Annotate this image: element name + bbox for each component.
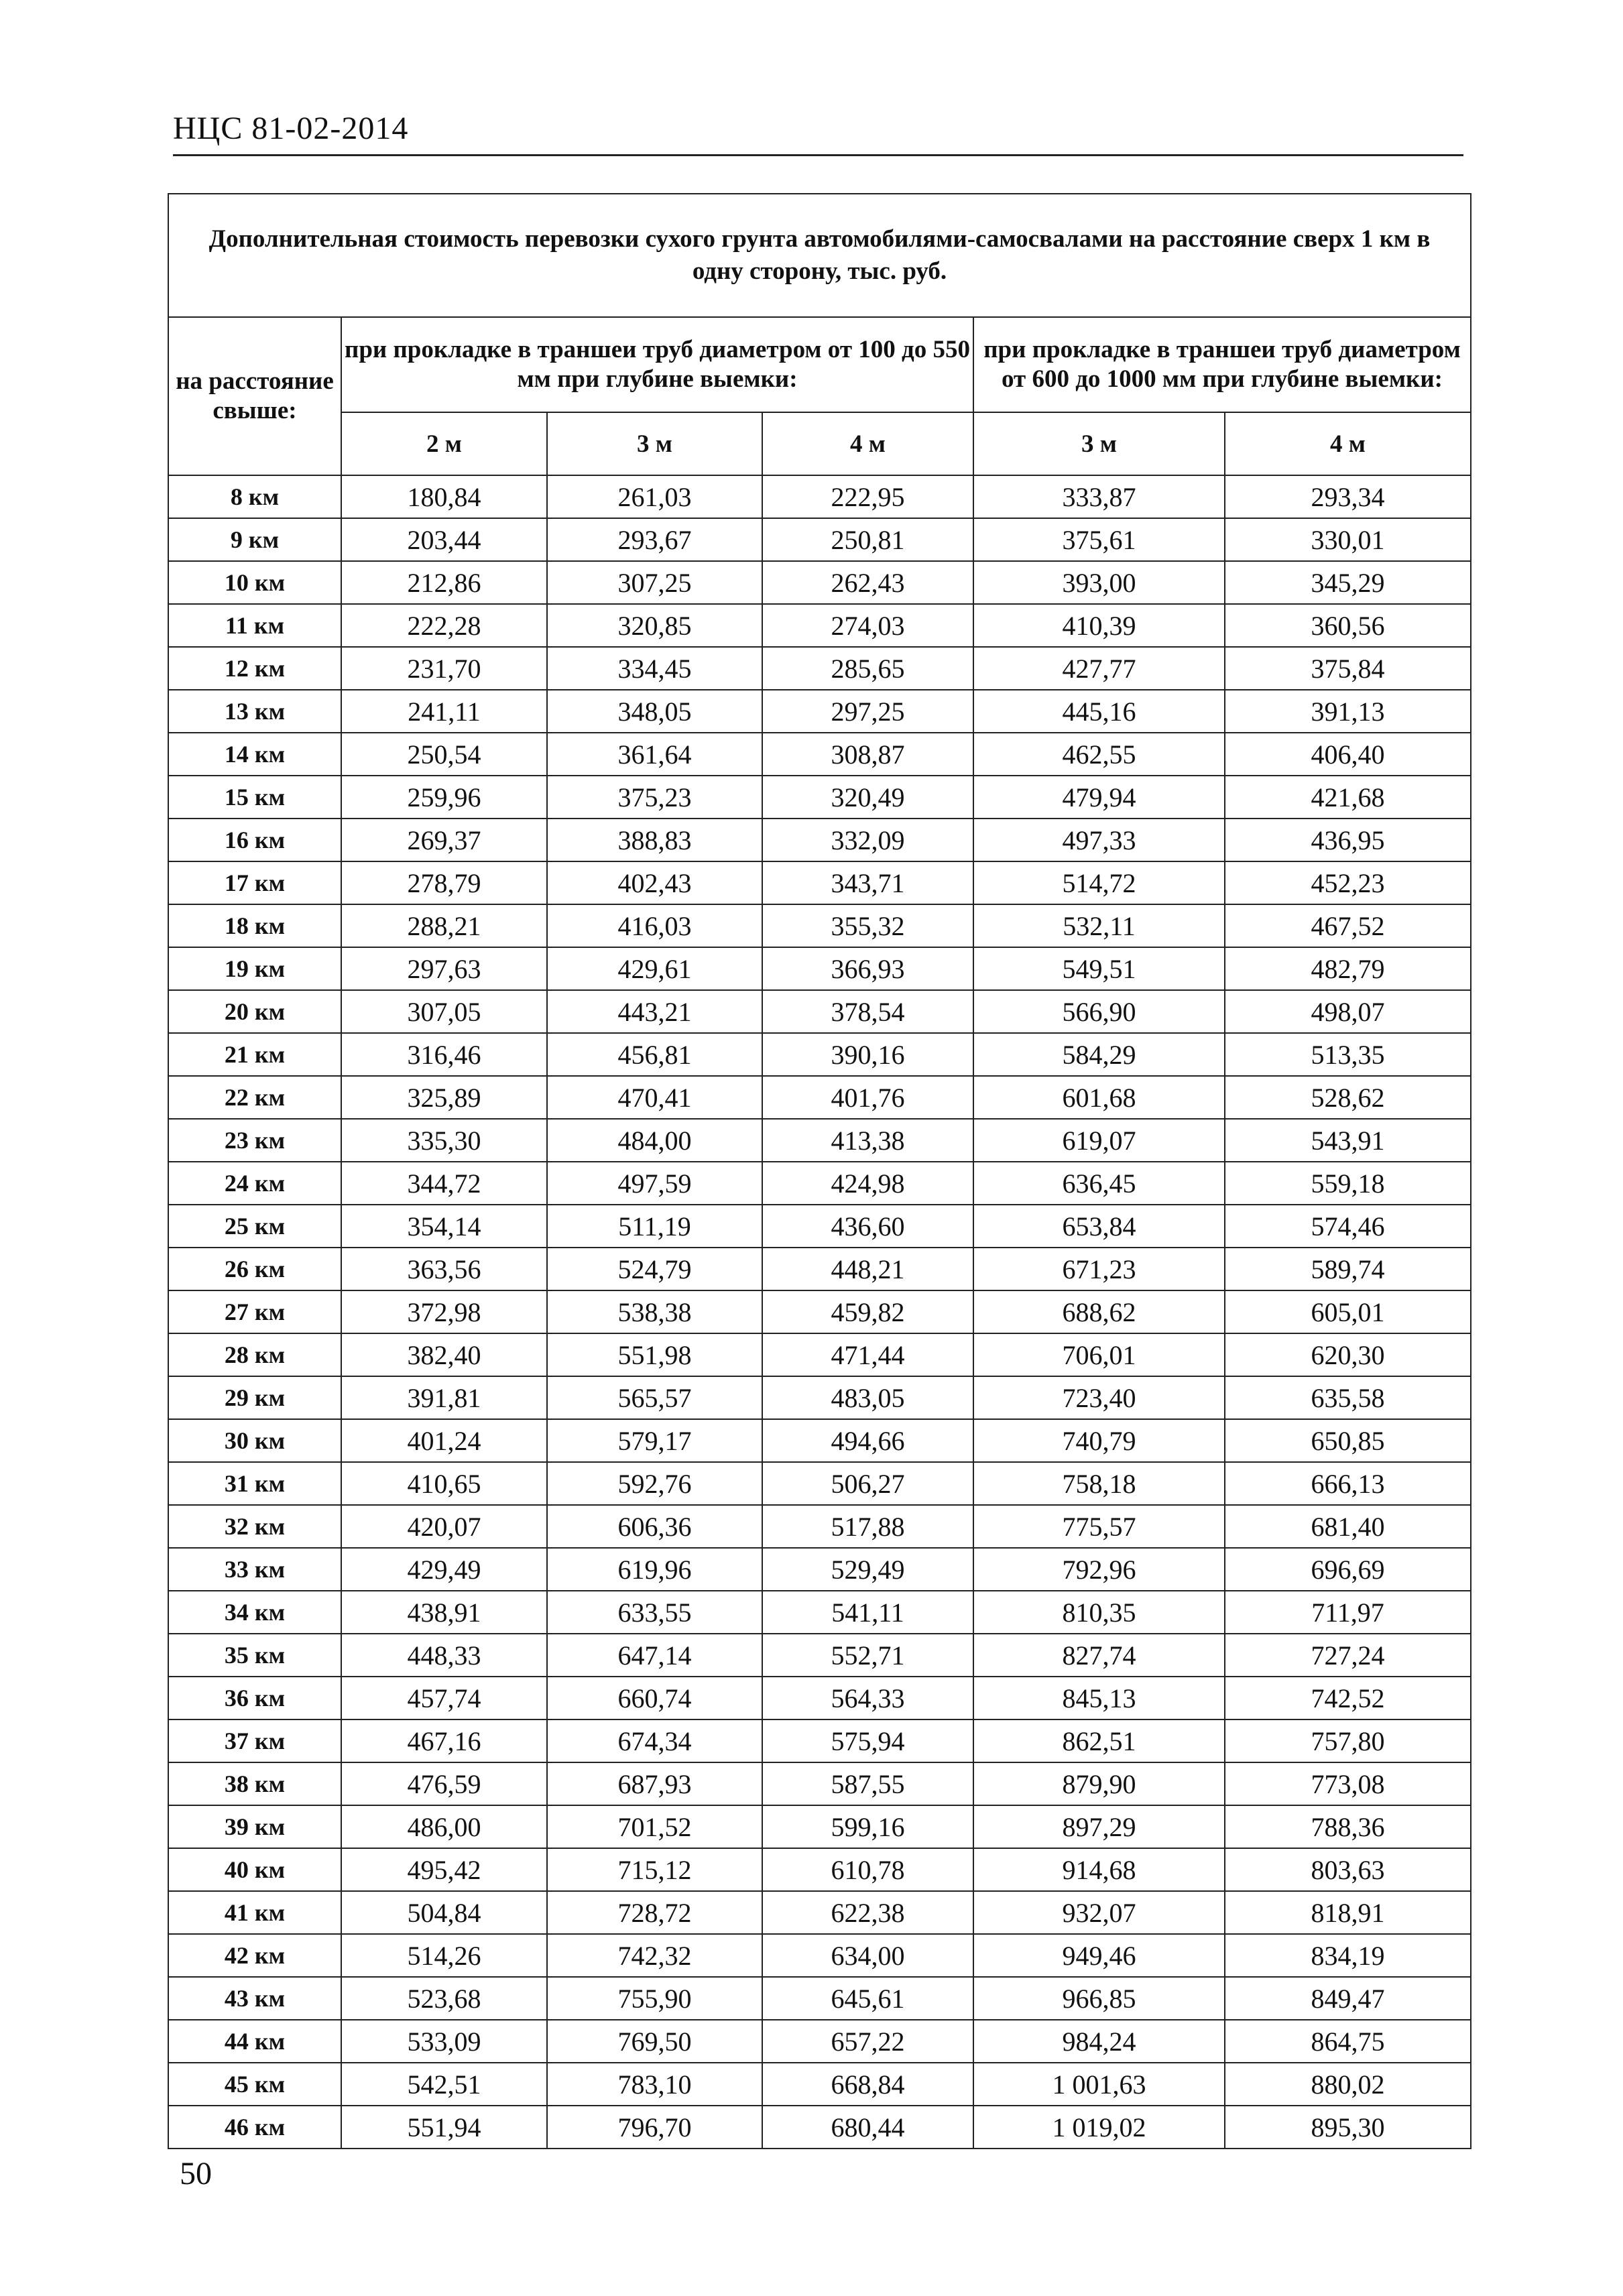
cost-cell: 541,11 <box>762 1591 973 1634</box>
cost-cell: 773,08 <box>1225 1762 1471 1805</box>
table-row <box>168 1290 1471 1333</box>
cost-cell: 769,50 <box>547 2020 762 2063</box>
cost-cell: 262,43 <box>762 561 973 604</box>
cost-cell: 416,03 <box>547 904 762 947</box>
table-row <box>168 518 1471 561</box>
table-row <box>168 1162 1471 1205</box>
cost-cell: 325,89 <box>341 1076 547 1119</box>
cost-cell: 592,76 <box>547 1462 762 1505</box>
table-row <box>168 776 1471 819</box>
table-row <box>168 604 1471 647</box>
distance-label: 17 км <box>168 861 341 904</box>
distance-label: 36 км <box>168 1677 341 1719</box>
distance-label: 33 км <box>168 1548 341 1591</box>
table-row <box>168 1677 1471 1719</box>
cost-cell: 378,54 <box>762 990 973 1033</box>
cost-cell: 452,23 <box>1225 861 1471 904</box>
distance-label: 30 км <box>168 1419 341 1462</box>
cost-cell: 984,24 <box>973 2020 1225 2063</box>
cost-cell: 619,07 <box>973 1119 1225 1162</box>
cost-cell: 484,00 <box>547 1119 762 1162</box>
cost-cell: 688,62 <box>973 1290 1225 1333</box>
cost-cell: 742,52 <box>1225 1677 1471 1719</box>
cost-cell: 966,85 <box>973 1977 1225 2020</box>
distance-label: 20 км <box>168 990 341 1033</box>
table-row <box>168 1591 1471 1634</box>
table-row <box>168 2063 1471 2106</box>
table-row <box>168 1033 1471 1076</box>
cost-cell: 390,16 <box>762 1033 973 1076</box>
cost-cell: 845,13 <box>973 1677 1225 1719</box>
table-row <box>168 647 1471 690</box>
table-row <box>168 1119 1471 1162</box>
subcolumn-header: 3 м <box>547 412 762 475</box>
distance-label: 41 км <box>168 1891 341 1934</box>
cost-cell: 483,05 <box>762 1376 973 1419</box>
cost-cell: 538,38 <box>547 1290 762 1333</box>
cost-cell: 269,37 <box>341 819 547 861</box>
cost-cell: 559,18 <box>1225 1162 1471 1205</box>
cost-cell: 401,76 <box>762 1076 973 1119</box>
distance-label: 42 км <box>168 1934 341 1977</box>
cost-cell: 297,25 <box>762 690 973 733</box>
cost-cell: 660,74 <box>547 1677 762 1719</box>
cost-cell: 584,29 <box>973 1033 1225 1076</box>
cost-cell: 429,49 <box>341 1548 547 1591</box>
table-row <box>168 1719 1471 1762</box>
cost-cell: 681,40 <box>1225 1505 1471 1548</box>
cost-cell: 834,19 <box>1225 1934 1471 1977</box>
cost-cell: 542,51 <box>341 2063 547 2106</box>
distance-label: 8 км <box>168 475 341 518</box>
distance-label: 34 км <box>168 1591 341 1634</box>
cost-cell: 413,38 <box>762 1119 973 1162</box>
cost-cell: 601,68 <box>973 1076 1225 1119</box>
distance-label: 16 км <box>168 819 341 861</box>
cost-cell: 932,07 <box>973 1891 1225 1934</box>
cost-cell: 360,56 <box>1225 604 1471 647</box>
table-row <box>168 2020 1471 2063</box>
cost-cell: 524,79 <box>547 1248 762 1290</box>
cost-cell: 482,79 <box>1225 947 1471 990</box>
cost-cell: 462,55 <box>973 733 1225 776</box>
cost-cell: 388,83 <box>547 819 762 861</box>
cost-cell: 575,94 <box>762 1719 973 1762</box>
cost-cell: 486,00 <box>341 1805 547 1848</box>
table-row <box>168 1805 1471 1848</box>
cost-cell: 529,49 <box>762 1548 973 1591</box>
cost-cell: 427,77 <box>973 647 1225 690</box>
distance-label: 26 км <box>168 1248 341 1290</box>
cost-cell: 448,33 <box>341 1634 547 1677</box>
table-row <box>168 1419 1471 1462</box>
cost-cell: 457,74 <box>341 1677 547 1719</box>
cost-cell: 180,84 <box>341 475 547 518</box>
cost-cell: 375,61 <box>973 518 1225 561</box>
cost-cell: 375,23 <box>547 776 762 819</box>
table-row <box>168 1548 1471 1591</box>
cost-cell: 320,49 <box>762 776 973 819</box>
cost-cell: 424,98 <box>762 1162 973 1205</box>
cost-cell: 551,94 <box>341 2106 547 2149</box>
cost-cell: 566,90 <box>973 990 1225 1033</box>
cost-cell: 532,11 <box>973 904 1225 947</box>
distance-label: 39 км <box>168 1805 341 1848</box>
cost-cell: 587,55 <box>762 1762 973 1805</box>
cost-cell: 680,44 <box>762 2106 973 2149</box>
cost-cell: 775,57 <box>973 1505 1225 1548</box>
table-row <box>168 1505 1471 1548</box>
cost-cell: 406,40 <box>1225 733 1471 776</box>
cost-cell: 564,33 <box>762 1677 973 1719</box>
cost-cell: 382,40 <box>341 1333 547 1376</box>
cost-cell: 742,32 <box>547 1934 762 1977</box>
distance-label: 28 км <box>168 1333 341 1376</box>
cost-cell: 511,19 <box>547 1205 762 1248</box>
distance-label: 10 км <box>168 561 341 604</box>
cost-cell: 504,84 <box>341 1891 547 1934</box>
cost-cell: 543,91 <box>1225 1119 1471 1162</box>
distance-label: 23 км <box>168 1119 341 1162</box>
cost-cell: 391,13 <box>1225 690 1471 733</box>
cost-cell: 728,72 <box>547 1891 762 1934</box>
distance-label: 9 км <box>168 518 341 561</box>
cost-cell: 471,44 <box>762 1333 973 1376</box>
cost-cell: 701,52 <box>547 1805 762 1848</box>
table-row <box>168 947 1471 990</box>
cost-cell: 335,30 <box>341 1119 547 1162</box>
cost-cell: 757,80 <box>1225 1719 1471 1762</box>
cost-cell: 949,46 <box>973 1934 1225 1977</box>
table-row <box>168 690 1471 733</box>
cost-cell: 401,24 <box>341 1419 547 1462</box>
cost-cell: 622,38 <box>762 1891 973 1934</box>
cost-cell: 250,81 <box>762 518 973 561</box>
cost-cell: 574,46 <box>1225 1205 1471 1248</box>
cost-cell: 436,60 <box>762 1205 973 1248</box>
distance-column-header: на расстояние свыше: <box>168 317 341 475</box>
distance-label: 15 км <box>168 776 341 819</box>
cost-cell: 410,65 <box>341 1462 547 1505</box>
cost-cell: 203,44 <box>341 518 547 561</box>
distance-label: 13 км <box>168 690 341 733</box>
cost-cell: 514,26 <box>341 1934 547 1977</box>
distance-label: 45 км <box>168 2063 341 2106</box>
table-title: Дополнительная стоимость перевозки сухого грунта автомобилями-самосвалами на расстояние сверх 1 км в одну сторону, тыс. руб. <box>168 194 1471 317</box>
cost-cell: 862,51 <box>973 1719 1225 1762</box>
cost-cell: 343,71 <box>762 861 973 904</box>
cost-cell: 528,62 <box>1225 1076 1471 1119</box>
distance-label: 25 км <box>168 1205 341 1248</box>
table-row <box>168 990 1471 1033</box>
table-row <box>168 1462 1471 1505</box>
cost-cell: 332,09 <box>762 819 973 861</box>
cost-cell: 354,14 <box>341 1205 547 1248</box>
table-row <box>168 819 1471 861</box>
distance-label: 31 км <box>168 1462 341 1505</box>
cost-cell: 285,65 <box>762 647 973 690</box>
distance-label: 27 км <box>168 1290 341 1333</box>
cost-cell: 674,34 <box>547 1719 762 1762</box>
cost-cell: 348,05 <box>547 690 762 733</box>
cost-cell: 438,91 <box>341 1591 547 1634</box>
cost-cell: 647,14 <box>547 1634 762 1677</box>
distance-label: 22 км <box>168 1076 341 1119</box>
cost-cell: 456,81 <box>547 1033 762 1076</box>
cost-cell: 517,88 <box>762 1505 973 1548</box>
cost-cell: 668,84 <box>762 2063 973 2106</box>
cost-cell: 470,41 <box>547 1076 762 1119</box>
cost-cell: 443,21 <box>547 990 762 1033</box>
distance-label: 24 км <box>168 1162 341 1205</box>
cost-cell: 494,66 <box>762 1419 973 1462</box>
cost-cell: 307,05 <box>341 990 547 1033</box>
cost-cell: 375,84 <box>1225 647 1471 690</box>
cost-cell: 334,45 <box>547 647 762 690</box>
cost-cell: 333,87 <box>973 475 1225 518</box>
cost-cell: 231,70 <box>341 647 547 690</box>
cost-cell: 445,16 <box>973 690 1225 733</box>
cost-cell: 552,71 <box>762 1634 973 1677</box>
cost-cell: 366,93 <box>762 947 973 990</box>
subcolumn-header: 2 м <box>341 412 547 475</box>
cost-cell: 897,29 <box>973 1805 1225 1848</box>
cost-cell: 634,00 <box>762 1934 973 1977</box>
distance-label: 14 км <box>168 733 341 776</box>
distance-label: 11 км <box>168 604 341 647</box>
table-row <box>168 475 1471 518</box>
cost-cell: 606,36 <box>547 1505 762 1548</box>
cost-cell: 635,58 <box>1225 1376 1471 1419</box>
cost-cell: 605,01 <box>1225 1290 1471 1333</box>
distance-label: 37 км <box>168 1719 341 1762</box>
cost-cell: 533,09 <box>341 2020 547 2063</box>
cost-cell: 467,16 <box>341 1719 547 1762</box>
cost-cell: 696,69 <box>1225 1548 1471 1591</box>
cost-cell: 402,43 <box>547 861 762 904</box>
table-row <box>168 1205 1471 1248</box>
cost-cell: 636,45 <box>973 1162 1225 1205</box>
page-header <box>173 107 1463 156</box>
cost-cell: 810,35 <box>973 1591 1225 1634</box>
cost-cell: 421,68 <box>1225 776 1471 819</box>
cost-cell: 288,21 <box>341 904 547 947</box>
table-row <box>168 561 1471 604</box>
cost-cell: 599,16 <box>762 1805 973 1848</box>
table-row <box>168 1333 1471 1376</box>
cost-cell: 514,72 <box>973 861 1225 904</box>
table-row <box>168 904 1471 947</box>
cost-cell: 222,95 <box>762 475 973 518</box>
cost-cell: 792,96 <box>973 1548 1225 1591</box>
subcolumn-header: 4 м <box>762 412 973 475</box>
distance-label: 29 км <box>168 1376 341 1419</box>
cost-cell: 657,22 <box>762 2020 973 2063</box>
distance-label: 43 км <box>168 1977 341 2020</box>
cost-cell: 755,90 <box>547 1977 762 2020</box>
cost-cell: 278,79 <box>341 861 547 904</box>
cost-cell: 796,70 <box>547 2106 762 2149</box>
cost-cell: 513,35 <box>1225 1033 1471 1076</box>
cost-cell: 259,96 <box>341 776 547 819</box>
cost-cell: 222,28 <box>341 604 547 647</box>
cost-cell: 345,29 <box>1225 561 1471 604</box>
cost-cell: 467,52 <box>1225 904 1471 947</box>
table-row <box>168 1934 1471 1977</box>
cost-cell: 498,07 <box>1225 990 1471 1033</box>
cost-cell: 410,39 <box>973 604 1225 647</box>
group1-header: при прокладке в траншеи труб диаметром от 100 до 550 мм при глубине выемки: <box>341 317 973 412</box>
cost-cell: 523,68 <box>341 1977 547 2020</box>
table-row <box>168 1376 1471 1419</box>
cost-cell: 589,74 <box>1225 1248 1471 1290</box>
page-number: 50 <box>180 2156 212 2191</box>
cost-cell: 391,81 <box>341 1376 547 1419</box>
cost-cell: 429,61 <box>547 947 762 990</box>
cost-cell: 307,25 <box>547 561 762 604</box>
cost-cell: 1 019,02 <box>973 2106 1225 2149</box>
cost-cell: 479,94 <box>973 776 1225 819</box>
cost-cell: 261,03 <box>547 475 762 518</box>
distance-label: 32 км <box>168 1505 341 1548</box>
cost-cell: 393,00 <box>973 561 1225 604</box>
cost-cell: 549,51 <box>973 947 1225 990</box>
table-row <box>168 733 1471 776</box>
cost-cell: 212,86 <box>341 561 547 604</box>
cost-cell: 650,85 <box>1225 1419 1471 1462</box>
cost-cell: 241,11 <box>341 690 547 733</box>
subcolumn-header: 3 м <box>973 412 1225 475</box>
table-row <box>168 1848 1471 1891</box>
cost-table <box>168 193 1471 2149</box>
cost-cell: 803,63 <box>1225 1848 1471 1891</box>
cost-cell: 706,01 <box>973 1333 1225 1376</box>
table-row <box>168 1248 1471 1290</box>
cost-cell: 476,59 <box>341 1762 547 1805</box>
group2-header: при прокладке в траншеи труб диаметром от 600 до 1000 мм при глубине выемки: <box>973 317 1471 412</box>
cost-cell: 620,30 <box>1225 1333 1471 1376</box>
cost-cell: 250,54 <box>341 733 547 776</box>
cost-cell: 436,95 <box>1225 819 1471 861</box>
cost-cell: 495,42 <box>341 1848 547 1891</box>
table-row <box>168 1634 1471 1677</box>
cost-cell: 459,82 <box>762 1290 973 1333</box>
cost-cell: 551,98 <box>547 1333 762 1376</box>
cost-cell: 711,97 <box>1225 1591 1471 1634</box>
table-row <box>168 1076 1471 1119</box>
distance-label: 38 км <box>168 1762 341 1805</box>
cost-cell: 330,01 <box>1225 518 1471 561</box>
cost-cell: 506,27 <box>762 1462 973 1505</box>
cost-cell: 740,79 <box>973 1419 1225 1462</box>
table-row <box>168 1891 1471 1934</box>
cost-cell: 497,33 <box>973 819 1225 861</box>
cost-cell: 645,61 <box>762 1977 973 2020</box>
cost-cell: 633,55 <box>547 1591 762 1634</box>
cost-cell: 880,02 <box>1225 2063 1471 2106</box>
cost-cell: 727,24 <box>1225 1634 1471 1677</box>
cost-cell: 653,84 <box>973 1205 1225 1248</box>
cost-cell: 879,90 <box>973 1762 1225 1805</box>
subcolumn-header: 4 м <box>1225 412 1471 475</box>
cost-cell: 344,72 <box>341 1162 547 1205</box>
table-row <box>168 2106 1471 2149</box>
cost-cell: 448,21 <box>762 1248 973 1290</box>
cost-cell: 715,12 <box>547 1848 762 1891</box>
cost-cell: 274,03 <box>762 604 973 647</box>
table-row <box>168 1762 1471 1805</box>
cost-cell: 361,64 <box>547 733 762 776</box>
table-body <box>168 475 1471 2149</box>
cost-cell: 297,63 <box>341 947 547 990</box>
distance-label: 21 км <box>168 1033 341 1076</box>
cost-cell: 914,68 <box>973 1848 1225 1891</box>
cost-cell: 864,75 <box>1225 2020 1471 2063</box>
cost-cell: 758,18 <box>973 1462 1225 1505</box>
cost-cell: 579,17 <box>547 1419 762 1462</box>
cost-cell: 666,13 <box>1225 1462 1471 1505</box>
cost-cell: 788,36 <box>1225 1805 1471 1848</box>
table-row <box>168 861 1471 904</box>
cost-cell: 497,59 <box>547 1162 762 1205</box>
cost-cell: 610,78 <box>762 1848 973 1891</box>
cost-cell: 308,87 <box>762 733 973 776</box>
cost-cell: 363,56 <box>341 1248 547 1290</box>
cost-cell: 372,98 <box>341 1290 547 1333</box>
distance-label: 19 км <box>168 947 341 990</box>
cost-cell: 687,93 <box>547 1762 762 1805</box>
cost-cell: 895,30 <box>1225 2106 1471 2149</box>
cost-cell: 827,74 <box>973 1634 1225 1677</box>
distance-label: 40 км <box>168 1848 341 1891</box>
cost-cell: 1 001,63 <box>973 2063 1225 2106</box>
cost-cell: 619,96 <box>547 1548 762 1591</box>
distance-label: 12 км <box>168 647 341 690</box>
cost-cell: 293,34 <box>1225 475 1471 518</box>
distance-label: 44 км <box>168 2020 341 2063</box>
cost-cell: 420,07 <box>341 1505 547 1548</box>
document-code: НЦС 81-02-2014 <box>173 111 409 146</box>
cost-cell: 849,47 <box>1225 1977 1471 2020</box>
distance-label: 35 км <box>168 1634 341 1677</box>
distance-label: 46 км <box>168 2106 341 2149</box>
cost-cell: 671,23 <box>973 1248 1225 1290</box>
distance-label: 18 км <box>168 904 341 947</box>
cost-cell: 320,85 <box>547 604 762 647</box>
cost-cell: 316,46 <box>341 1033 547 1076</box>
cost-cell: 565,57 <box>547 1376 762 1419</box>
cost-cell: 355,32 <box>762 904 973 947</box>
cost-cell: 293,67 <box>547 518 762 561</box>
cost-cell: 783,10 <box>547 2063 762 2106</box>
cost-cell: 723,40 <box>973 1376 1225 1419</box>
table-row <box>168 1977 1471 2020</box>
cost-cell: 818,91 <box>1225 1891 1471 1934</box>
